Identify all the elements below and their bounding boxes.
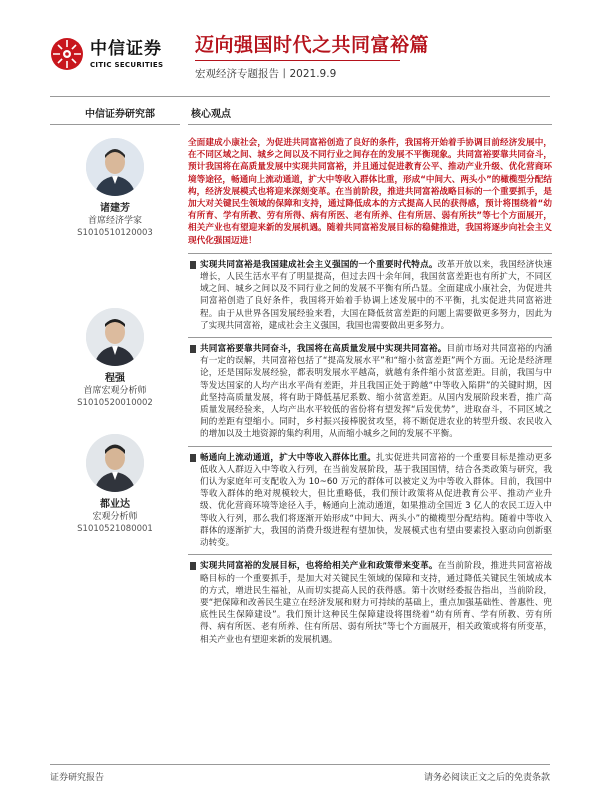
- body-paragraph: [188, 452, 552, 550]
- analyst-photo: [86, 434, 144, 492]
- paragraph-lead: 实现共同富裕是我国建成社会主义强国的一个重要时代特点。: [200, 259, 438, 270]
- paragraph-body: 扎实促进共同富裕的一个重要目标是推动更多低收入人群迈入中等收入行列，在当前发展阶段，基于我国国情，结合各类政策与研究，我们认为家庭年可支配收入为 10~60 万元的群体可以被定义为中等收入群体。目前，我国中等收入群体的绝对规模较大，但比重略低，我们预计政策将从促进教育公平、推动产业升级、优化营商环境等途径入手，畅通向上流动通道，如果推动全国近 3 亿人的农民工迈入中等收入行列，那么我们将逐渐开始形成“中间大、两头小”的橄榄型分配结构。随着中等收入群体的逐渐扩大，我国的消费升级进程有望加快，发展模式也有望由要素投入驱动向创新驱动转变。: [200, 452, 552, 549]
- paragraph-lead: 共同富裕要靠共同奋斗，我国将在高质量发展中实现共同富裕。: [200, 344, 447, 355]
- analyst-role: 首席经济学家: [87, 216, 142, 226]
- square-bullet-icon: [190, 454, 196, 462]
- paragraph-body: 目前市场对共同富裕的内涵有一定的误解，共同富裕包括了“提高发展水平”和“缩小贫富差距”两个方面。无论是经济理论，还是国际发展经验，都表明发展水平越高，就越有条件缩小贫富差距。目前，我国与中等发达国家的人均产出水平尚有差距，并且我国正处于跨越“中等收入陷阱”的关键时期，因此坚持高质量发展，将有助于降低基尼系数、缩小贫富差距。从国内发展阶段来看，推广高质量发展经验来，人均产出水平较低的省份将有望发挥“后发优势”，进取奋斗，不同区域之间的差距有望缩小。同时，乡村振兴接棒脱贫攻坚，将不断促进农业的转型升级、农民收入的增加以及土地资源的集约利用，从而缩小城乡之间的发展不平衡。: [200, 344, 552, 440]
- brand-name-en: CITIC SECURITIES: [90, 60, 164, 69]
- person-icon: [86, 308, 144, 366]
- brand-name-cn: 中信证券: [90, 38, 162, 59]
- footer-disclaimer: 请务必阅读正文之后的免责条款: [423, 773, 550, 783]
- body-paragraph: [188, 259, 552, 332]
- title-block: [195, 34, 429, 81]
- paragraph-lead: 畅通向上流动通道，扩大中等收入群体比重。: [200, 452, 377, 463]
- report-subtitle: 宏观经济专题报告丨2021.9.9: [195, 68, 337, 80]
- analyst-name: 都业达: [100, 499, 130, 510]
- analyst-card: [50, 434, 180, 535]
- analyst-license-id: S1010520010002: [77, 398, 153, 408]
- analyst-card: [50, 308, 180, 409]
- citic-logo-icon: [50, 37, 84, 71]
- citic-logo: [50, 34, 180, 74]
- body-paragraph: [188, 343, 552, 441]
- analyst-name: 程强: [105, 373, 125, 384]
- report-header: [0, 0, 600, 92]
- paragraph-body: 在当前阶段，推进共同富裕战略目标的一个重要抓手，是加大对关键民生领域的保障和支持，通过降低关键民生领域成本的方式，增进民生福祉，从而切实提高人民的获得感。第十次财经委报告指出，当前阶段，要“把保障和改善民生建立在经济发展和财力可持续的基础上，重点加强基础性、普惠性、兜底性民生保障建设”。我们预计这种民生保障建设将围绕着“幼有所育、学有所教、劳有所得、病有所医、老有所养、住有所居、弱有所扶”等七个方面展开，相关政策或将有所变革，相关产业也有望迎来新的发展机遇。: [200, 561, 552, 645]
- section-divider: [188, 446, 552, 447]
- footer-divider: [50, 764, 550, 765]
- person-icon: [86, 138, 144, 196]
- summary-text: 全面建成小康社会，为促进共同富裕创造了良好的条件，我国将开始着手协调目前经济发展中，在不同区域之间、城乡之间以及不同行业之间存在的发展不平衡现象。共同富裕要靠共同奋斗，预计我国将在高质量发展中实现共同富裕，并且通过促进教育公平、推动产业升级、优化营商环境等途径，畅通向上流动通道，扩大中等收入群体比重，形成“中间大、两头小”的橄榄型分配结构，经济发展模式也将迎来深刻变革。在当前阶段，推进共同富裕战略目标的一个重要抓手，是加大对关键民生领域的保障和支持，通过降低成本的方式提高人民的获得感，预计将围绕着“幼有所育、学有所教、劳有所得、病有所医、老有所养、住有所居、弱有所扶”等七个方面展开，相关产业也有望迎来新的发展机遇。随着共同富裕发展目标的稳健推进，我国将逐步向社会主义现代化强国迈进！: [188, 138, 552, 246]
- section-divider: [188, 554, 552, 555]
- square-bullet-icon: [190, 345, 196, 353]
- analyst-photo: [86, 138, 144, 196]
- paragraph-lead: 实现共同富裕的发展目标，也将给相关产业和政策带来变革。: [200, 561, 438, 572]
- sidebar-heading: 中信证券研究部: [50, 102, 180, 125]
- analyst-name: 诸建芳: [100, 203, 130, 214]
- title-underline: [195, 60, 400, 61]
- report-title: 迈向强国时代之共同富裕篇: [195, 34, 430, 56]
- body-paragraph: [188, 560, 552, 645]
- section-divider: [188, 337, 552, 338]
- analyst-card: [50, 138, 180, 239]
- analyst-role: 宏观分析师: [92, 512, 138, 522]
- analyst-role: 首席宏观分析师: [83, 386, 147, 396]
- square-bullet-icon: [190, 562, 196, 570]
- analyst-license-id: S1010510120003: [77, 228, 153, 238]
- main-content: [188, 102, 552, 646]
- section-heading: 核心观点: [188, 102, 552, 125]
- analyst-license-id: S1010521080001: [77, 524, 153, 534]
- analyst-photo: [86, 308, 144, 366]
- person-icon: [86, 434, 144, 492]
- section-divider: [188, 253, 552, 254]
- square-bullet-icon: [190, 261, 196, 269]
- header-divider: [50, 96, 550, 97]
- paragraph-body: 改革开放以来，我国经济快速增长，人民生活水平有了明显提高，但过去四十余年间，我国贫富差距也有所扩大，不同区域之间、城乡之间以及不同行业之间的发展不平衡有所凸显。全面建成小康社会，为促进共同富裕创造了良好条件，我国将开始着手协调上述发展中的不平衡，扎实促进共同富裕进程。由于从世界各国发展经验来看，大国在降低贫富差距的问题上需要做更多努力，因此为了实现共同富裕，建成社会主义强国，我国也需要做出更多努力。: [200, 259, 552, 331]
- analyst-sidebar: [50, 102, 180, 702]
- footer-label: 证券研究报告: [50, 773, 105, 783]
